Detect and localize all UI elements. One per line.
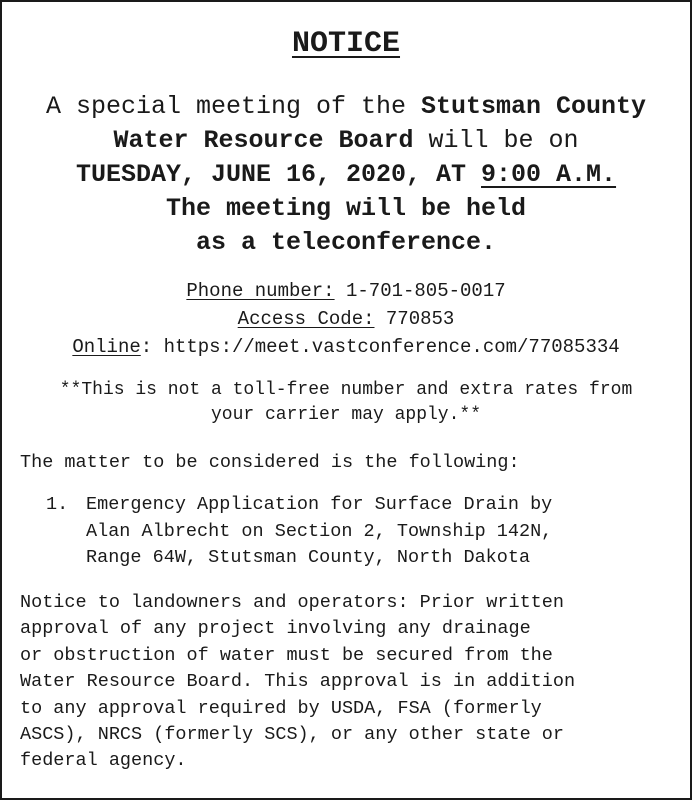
- disclaimer-line-1: **This is not a toll-free number and extra rates from: [59, 380, 633, 400]
- toll-free-disclaimer: [2, 378, 690, 428]
- notice-title: [2, 24, 690, 64]
- online-row: [2, 333, 690, 361]
- meeting-date: TUESDAY, JUNE 16, 2020, AT: [75, 160, 482, 189]
- announcement-line-3: [2, 158, 690, 192]
- list-item-number: 1.: [46, 494, 69, 515]
- announcement-text: A special meeting of the: [45, 92, 421, 121]
- disclaimer-line-2: your carrier may apply.**: [210, 405, 482, 425]
- list-item-text: [86, 492, 666, 572]
- access-code-row: [2, 305, 690, 333]
- online-url: : https://meet.vastconference.com/77085334: [140, 336, 620, 358]
- meeting-time: 9:00 A.M.: [481, 160, 617, 189]
- phone-row: [2, 277, 690, 305]
- landowner-notice-line: or obstruction of water must be secured from the: [20, 644, 553, 666]
- landowner-notice: [20, 590, 575, 775]
- announcement-line-1: [2, 90, 690, 124]
- list-item-line: Alan Albrecht on Section 2, Township 142N,: [86, 520, 553, 542]
- announcement-line-2: [2, 124, 690, 158]
- phone-label: Phone number:: [186, 280, 335, 302]
- announcement-text: will be on: [413, 126, 579, 155]
- announcement-line-4: The meeting will be held: [165, 194, 527, 223]
- list-item-line: Range 64W, Stutsman County, North Dakota: [86, 547, 531, 568]
- landowner-notice-line: approval of any project involving any drainage: [20, 618, 531, 640]
- list-item-line: Emergency Application for Surface Drain by: [86, 494, 553, 515]
- access-code-label: Access Code:: [237, 308, 375, 330]
- landowner-notice-line: Water Resource Board. This approval is in addition: [20, 671, 576, 693]
- landowner-notice-line: ASCS), NRCS (formerly SCS), or any other state or: [20, 724, 564, 746]
- county-name: Stutsman County: [421, 92, 647, 121]
- board-name: Water Resource Board: [113, 126, 414, 155]
- meeting-announcement: [2, 90, 690, 260]
- matter-intro: The matter to be considered is the following:: [20, 452, 520, 473]
- notice-title-text: NOTICE: [291, 27, 401, 61]
- landowner-notice-line: to any approval required by USDA, FSA (formerly: [20, 697, 542, 719]
- landowner-notice-line: Notice to landowners and operators: Prior written: [20, 592, 564, 613]
- phone-value: 1-701-805-0017: [334, 280, 506, 302]
- announcement-line-5: as a teleconference.: [195, 228, 497, 257]
- online-label: Online: [72, 336, 141, 358]
- contact-info: [2, 277, 690, 361]
- access-code-value: 770853: [374, 308, 455, 330]
- landowner-notice-line: federal agency.: [20, 750, 187, 772]
